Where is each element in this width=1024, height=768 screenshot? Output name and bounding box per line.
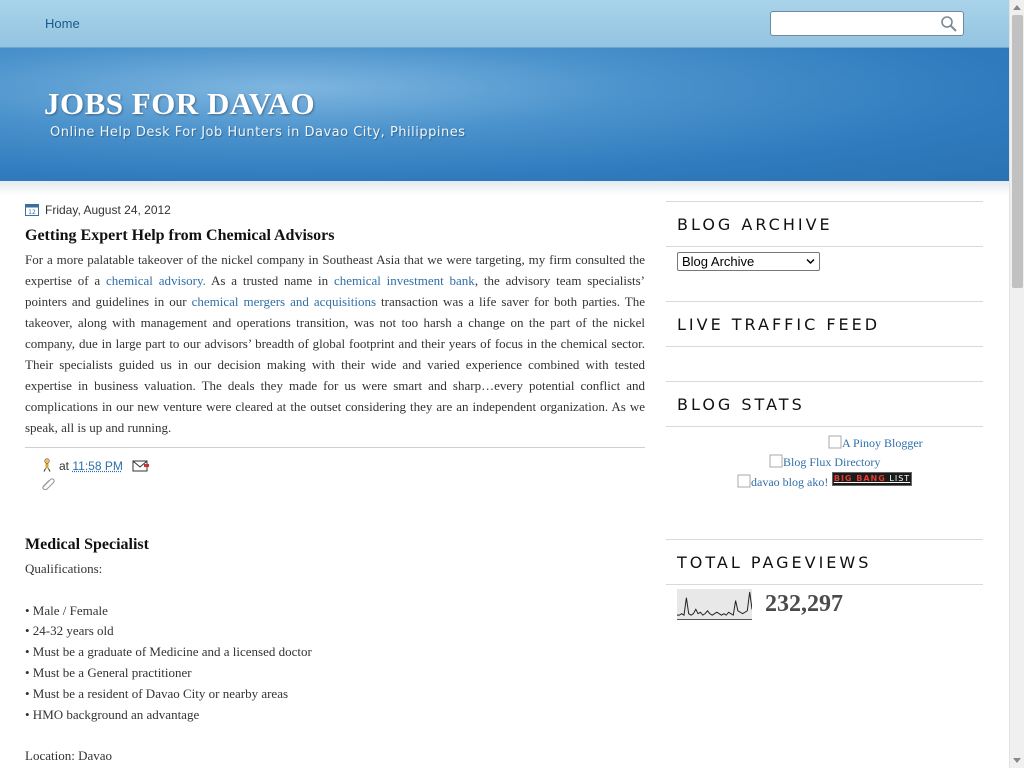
broken-image-icon: [737, 474, 751, 488]
total-pageviews-widget: [666, 539, 983, 585]
chemical-advisory-link[interactable]: chemical advisory.: [105, 273, 206, 288]
sparkline-path: [677, 592, 752, 615]
paperclip-icon[interactable]: [40, 476, 56, 490]
post-body-text: transaction was a life saver for both parties. The takeover, along with management and operations transition, was not too harsh a change on the part of the nickel company, due in large part to our advisors’ breadth of global footprint and their years of focus in the chemical sector. Their specialists guided us in our decision making with their wide and varied experience combined with tested expertise in business valuation. The deals they made for us were smart and sharp…every potential conflict and complications in our new venture were cleared at the outset considering they are an independent organization. As we speak, all is up and running.: [25, 294, 645, 435]
scroll-down-icon[interactable]: [1013, 758, 1021, 763]
search-box[interactable]: [770, 11, 964, 36]
live-traffic-widget: [666, 301, 983, 382]
widget-title: BLOG ARCHIVE: [677, 215, 833, 234]
badge-label: BIG BANG: [833, 474, 886, 483]
big-bang-list-badge[interactable]: [832, 472, 912, 486]
nav-home-link[interactable]: Home: [45, 16, 80, 31]
davao-blog-badge[interactable]: [737, 474, 828, 490]
post-footer-at: at: [59, 459, 70, 473]
pinoy-blogger-badge[interactable]: [828, 435, 923, 451]
scrollbar-thumb[interactable]: [1012, 15, 1023, 288]
post-body-line: • Male / Female: [25, 602, 108, 618]
blog-subtitle: Online Help Desk For Job Hunters in Davao City, Philippines: [50, 125, 466, 140]
post-time-link[interactable]: 11:58 PM: [72, 459, 123, 473]
widget-title: LIVE TRAFFIC FEED: [677, 315, 881, 334]
badge-alt-text: davao blog ako!: [751, 475, 829, 489]
author-icon[interactable]: [41, 458, 53, 472]
search-icon[interactable]: [940, 15, 958, 33]
calendar-icon: [25, 203, 39, 216]
widget-divider: [666, 346, 983, 347]
page-scrollbar[interactable]: [1009, 0, 1024, 768]
header-shadow: [0, 181, 1009, 195]
svg-text:12: 12: [28, 209, 36, 216]
badge-alt-text: Blog Flux Directory: [783, 455, 881, 469]
post-body-text: , the advisory team specialists’ pointers and guidelines in our: [25, 273, 646, 309]
widget-divider: [666, 201, 983, 202]
widget-title: BLOG STATS: [677, 395, 805, 414]
post-body: [25, 249, 645, 438]
post-body-line: • Must be a General practitioner: [25, 664, 192, 680]
blog-flux-badge[interactable]: [769, 454, 880, 470]
post-footer: [41, 458, 150, 473]
broken-image-icon: [828, 435, 842, 449]
blog-header: [0, 48, 1009, 181]
widget-divider: [666, 381, 983, 382]
chemical-investment-bank-link[interactable]: chemical investment bank: [333, 273, 475, 288]
pageviews-count: 232,297: [765, 591, 843, 617]
widget-divider: [666, 584, 983, 585]
post-body-line: • 24-32 years old: [25, 623, 114, 639]
badge-alt-text: A Pinoy Blogger: [842, 436, 923, 450]
post-body-line: • Must be a graduate of Medicine and a licensed doctor: [25, 644, 312, 660]
post-body-line: Qualifications:: [25, 561, 103, 576]
post-body-text: For a more palatable takeover of the nickel company in Southeast Asia that we were targeting, my firm consulted the expertise of a: [25, 252, 645, 288]
blog-archive-select[interactable]: [677, 252, 820, 271]
badge-label: LIST: [889, 474, 911, 483]
post-title[interactable]: Getting Expert Help from Chemical Advisors: [25, 227, 335, 244]
search-input[interactable]: [775, 15, 935, 32]
post-body-line: • Must be a resident of Davao City or nearby areas: [25, 685, 289, 701]
chevron-down-icon: [806, 257, 815, 266]
post-body-line: • HMO background an advantage: [25, 706, 200, 722]
broken-image-icon: [769, 454, 783, 468]
post-body: [25, 559, 645, 767]
widget-divider: [666, 426, 983, 427]
post-date: [25, 203, 171, 217]
widget-title: TOTAL PAGEVIEWS: [677, 553, 872, 572]
post-date-text: Friday, August 24, 2012: [45, 203, 171, 217]
chemical-mergers-link[interactable]: chemical mergers and acquisitions: [191, 294, 377, 309]
post-body-line: Location: Davao: [25, 748, 112, 764]
widget-divider: [666, 246, 983, 247]
post-footer-divider: [25, 447, 645, 448]
scroll-up-icon[interactable]: [1013, 5, 1021, 10]
widget-divider: [666, 539, 983, 540]
email-post-icon[interactable]: [132, 459, 150, 472]
post-body-blank-line: [25, 580, 645, 601]
blog-title[interactable]: JOBS FOR DAVAO: [44, 86, 316, 121]
post-body-text: As a trusted name in: [205, 273, 334, 288]
archive-select-value: Blog Archive: [682, 254, 755, 269]
top-nav-bar: [0, 0, 1009, 48]
post-title[interactable]: Medical Specialist: [25, 536, 149, 553]
pageviews-sparkline: [677, 589, 752, 620]
post-body-blank-line: [25, 725, 645, 746]
widget-divider: [666, 301, 983, 302]
